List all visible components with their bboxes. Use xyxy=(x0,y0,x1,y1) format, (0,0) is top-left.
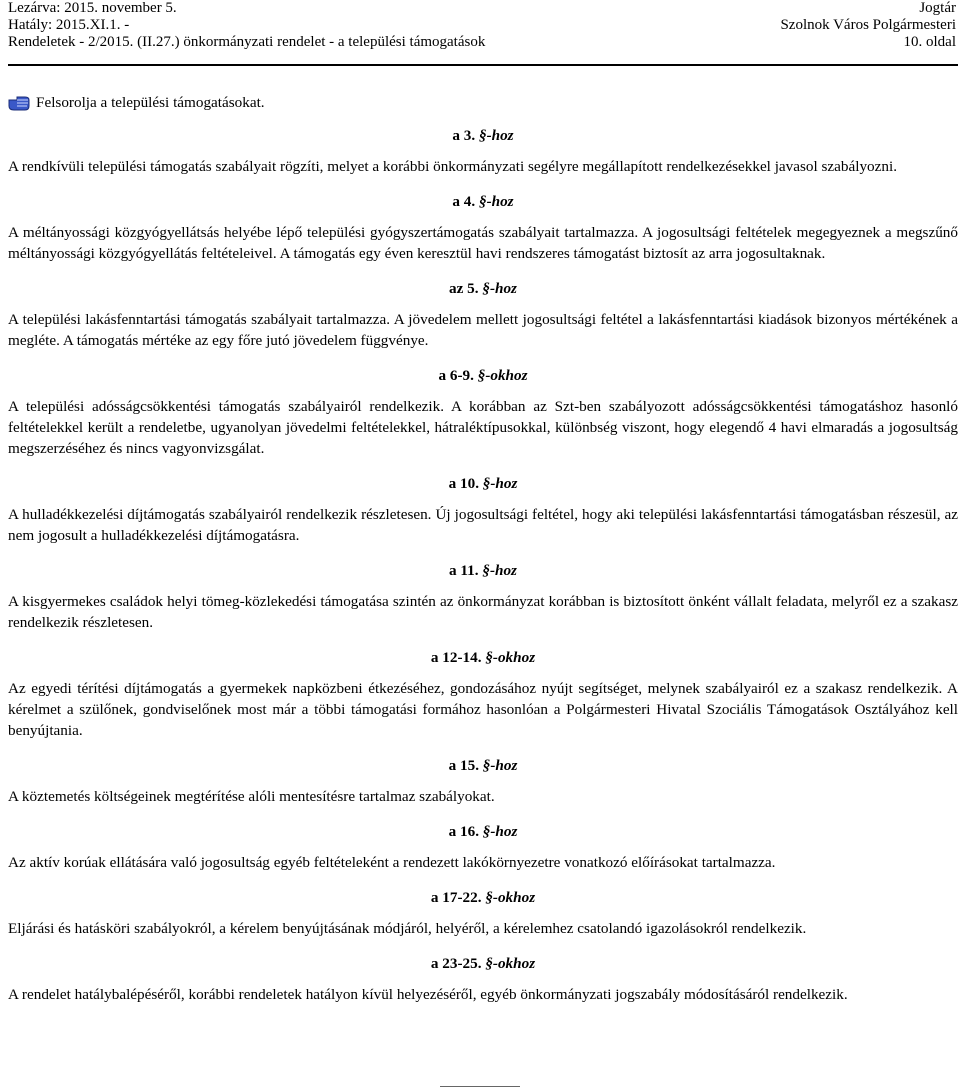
section-suffix: §-okhoz xyxy=(477,367,528,384)
section-paragraph: A hulladékkezelési díjtámogatás szabályairól rendelkezik részletesen. Új jogosultsági feltétel, hogy aki települési lakásfenntartási támogatásban részesül, az nem jogosult a hulladékkezelési díjtámogatásra. xyxy=(8,506,958,544)
section-number: a 11. xyxy=(449,562,479,579)
section-suffix: §-hoz xyxy=(482,475,518,492)
section-number: a 16. xyxy=(448,823,479,840)
section-number: a 4. xyxy=(452,193,476,210)
section-paragraph: A települési adósságcsökkentési támogatás szabályairól rendelkezik. A korábban az Szt-ben szabályozott adósságcsökkentési támogatáshoz hasonló feltételekkel került a rendeletbe, ugyanolyan jövedelmi feltételekkel, hátraléktípusokkal, különbség viszont, hogy elegendő 4 havi elmaradás a jogosultság megszerzéséhez és nincs vagyonvizsgálat. xyxy=(8,398,958,457)
section-heading xyxy=(8,365,958,386)
header-right xyxy=(780,0,956,51)
section-number: a 10. xyxy=(448,475,479,492)
section-paragraph: A kisgyermekes családok helyi tömeg-közlekedési támogatása szintén az önkormányzat korábban is biztosított önként vállalt feladata, melyről ez a szakasz rendelkezik részletesen. xyxy=(8,593,958,631)
section-paragraph: Eljárási és hatásköri szabályokról, a kérelem benyújtásának módjáról, helyéről, a kérelemhez csatolandó igazolásokról rendelkezik. xyxy=(8,920,807,937)
section-number: a 12-14. xyxy=(430,649,482,666)
header-document-title: Rendeletek - 2/2015. (II.27.) önkormányzati rendelet - a települési támogatások xyxy=(8,34,486,50)
section-suffix: §-okhoz xyxy=(485,889,536,906)
section-suffix: §-hoz xyxy=(482,757,518,774)
header-source: Jogtár xyxy=(919,0,956,16)
section-paragraph: Az aktív korúak ellátására való jogosultság egyéb feltételeként a rendezett lakókörnyezetre vonatkozó előírásokat tartalmazza. xyxy=(8,854,776,871)
section-paragraph: A települési lakásfenntartási támogatás szabályait tartalmazza. A jövedelem mellett jogosultsági feltétel a lakásfenntartási kiadások bizonyos mértékének a megléte. A támogatás mértéke az egy főre jutó jövedelem függvénye. xyxy=(8,311,958,349)
page-header xyxy=(8,0,956,52)
header-left xyxy=(8,0,485,51)
footer-divider xyxy=(440,1086,520,1087)
section-suffix: §-hoz xyxy=(478,127,514,144)
header-issuer: Szolnok Város Polgármesteri xyxy=(780,17,956,33)
section-suffix: §-hoz xyxy=(478,193,514,210)
section-paragraph: A méltányossági közgyógyellátsás helyébe lépő települési gyógyszertámogatás szabályait tartalmazza. A jogosultsági feltételek megegyeznek a megszűnő méltányossági közgyógyellátás feltételeivel. A támogatás egy éven keresztül havi rendszeres támogatást biztosít az arra jogosultaknak. xyxy=(8,224,958,262)
intro-text: Felsorolja a települési támogatásokat. xyxy=(36,94,265,111)
header-page-number: 10. oldal xyxy=(903,34,956,50)
section-heading xyxy=(8,278,958,299)
section-heading xyxy=(8,953,958,974)
section-heading xyxy=(8,755,958,776)
header-divider xyxy=(8,64,958,66)
section-paragraph: Az egyedi térítési díjtámogatás a gyermekek napközbeni étkezéséhez, gondozásához nyújt segítséget, melynek szabályairól ez a szakasz rendelkezik. A kérelmet a szülőnek, gondviselőnek most már a többi támogatási formához hasonlóan a Polgármesteri Hivatal Szociális Támogatások Osztályához kell benyújtania. xyxy=(8,680,958,739)
header-closed-date: Lezárva: 2015. november 5. xyxy=(8,0,177,16)
section-heading xyxy=(8,647,958,668)
section-heading xyxy=(8,821,958,842)
document-body xyxy=(8,92,958,1019)
section-suffix: §-hoz xyxy=(482,562,517,579)
section-heading xyxy=(8,887,958,908)
section-suffix: §-okhoz xyxy=(485,955,536,972)
section-paragraph: A rendelet hatálybalépéséről, korábbi rendeletek hatályon kívül helyezéséről, egyéb önkormányzati jogszabály módosításáról rendelkezik. xyxy=(8,986,848,1003)
section-suffix: §-hoz xyxy=(482,823,518,840)
section-heading xyxy=(8,191,958,212)
section-suffix: §-okhoz xyxy=(485,649,536,666)
intro-line xyxy=(8,92,958,113)
pointing-hand-icon xyxy=(8,94,30,112)
section-number: az 5. xyxy=(449,280,479,297)
section-number: a 6-9. xyxy=(438,367,474,384)
section-suffix: §-hoz xyxy=(482,280,517,297)
section-paragraph: A rendkívüli települési támogatás szabályait rögzíti, melyet a korábbi önkormányzati segélyre megállapított rendelkezésekkel javasol szabályozni. xyxy=(8,158,898,175)
section-number: a 15. xyxy=(448,757,479,774)
section-heading xyxy=(8,125,958,146)
section-number: a 23-25. xyxy=(430,955,482,972)
header-effective-date: Hatály: 2015.XI.1. - xyxy=(8,17,130,33)
section-number: a 17-22. xyxy=(430,889,482,906)
section-heading xyxy=(8,560,958,581)
section-heading xyxy=(8,473,958,494)
section-paragraph: A köztemetés költségeinek megtérítése alóli mentesítésre tartalmaz szabályokat. xyxy=(8,788,495,805)
section-number: a 3. xyxy=(452,127,476,144)
sections-list xyxy=(8,125,958,1005)
